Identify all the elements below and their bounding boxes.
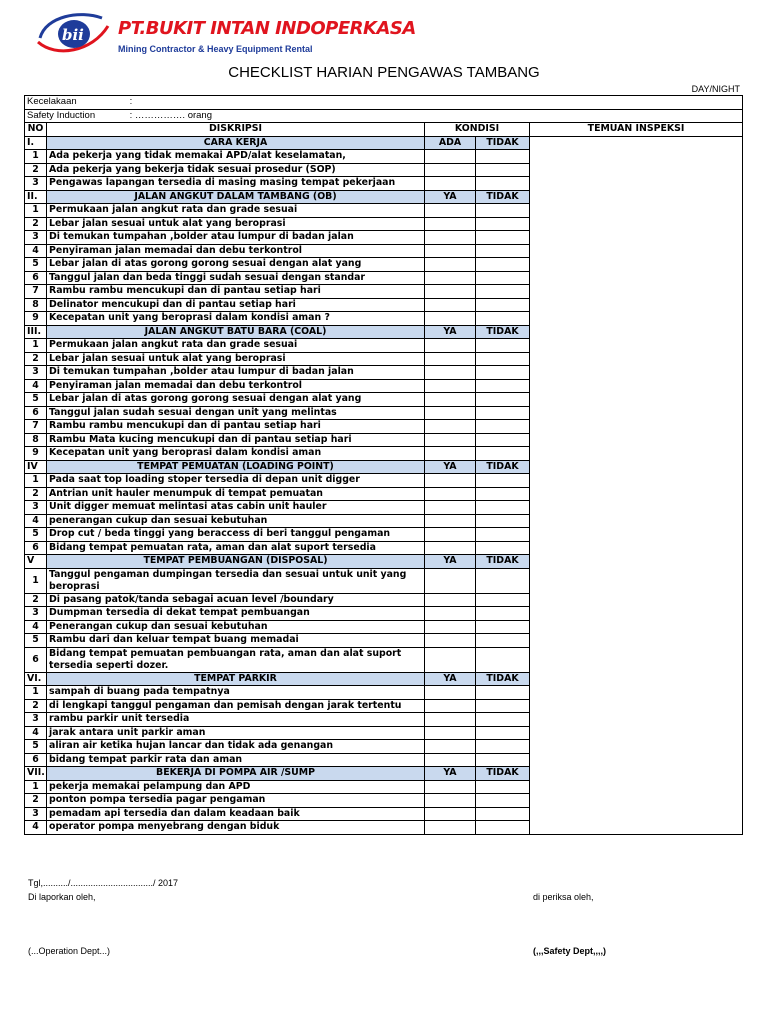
kondisi-option-1-cell[interactable]	[425, 474, 476, 488]
kondisi-option-1-cell[interactable]	[425, 298, 476, 312]
kondisi-option-1-cell[interactable]	[425, 406, 476, 420]
company-tagline: Mining Contractor & Heavy Equipment Rental	[118, 44, 313, 54]
section-option-1: YA	[425, 325, 476, 339]
item-number: 8	[25, 298, 47, 312]
kondisi-option-2-cell[interactable]	[476, 514, 530, 528]
kondisi-option-2-cell[interactable]	[476, 231, 530, 245]
item-number: 2	[25, 163, 47, 177]
item-number: 7	[25, 285, 47, 299]
kondisi-option-2-cell[interactable]	[476, 620, 530, 634]
kondisi-option-1-cell[interactable]	[425, 753, 476, 767]
item-number: 2	[25, 699, 47, 713]
item-number: 4	[25, 379, 47, 393]
section-number: VII.	[25, 767, 47, 781]
svg-text:bii: bii	[62, 26, 84, 44]
kondisi-option-1-cell[interactable]	[425, 686, 476, 700]
item-number: 3	[25, 366, 47, 380]
item-number: 1	[25, 339, 47, 353]
item-description: Pengawas lapangan tersedia di masing masing tempat pekerjaan	[47, 177, 425, 191]
item-number: 3	[25, 177, 47, 191]
kondisi-option-2-cell[interactable]	[476, 339, 530, 353]
item-number: 8	[25, 433, 47, 447]
kondisi-option-2-cell[interactable]	[476, 807, 530, 821]
item-description: Di pasang patok/tanda sebagai acuan level /boundary	[47, 593, 425, 607]
section-option-2: TIDAK	[476, 325, 530, 339]
kondisi-option-1-cell[interactable]	[425, 150, 476, 164]
kondisi-option-2-cell[interactable]	[476, 699, 530, 713]
kondisi-option-1-cell[interactable]	[425, 528, 476, 542]
info-row-kecelakaan	[25, 96, 743, 110]
kondisi-option-2-cell[interactable]	[476, 593, 530, 607]
section-number: V	[25, 555, 47, 569]
section-number: III.	[25, 325, 47, 339]
item-number: 7	[25, 420, 47, 434]
item-number: 3	[25, 231, 47, 245]
kondisi-option-2-cell[interactable]	[476, 150, 530, 164]
kondisi-option-1-cell[interactable]	[425, 352, 476, 366]
item-number: 5	[25, 740, 47, 754]
col-header-deskripsi: DISKRIPSI	[47, 123, 425, 137]
kondisi-option-2-cell[interactable]	[476, 217, 530, 231]
operation-dept-signature: (...Operation Dept...)	[28, 946, 111, 956]
kondisi-option-1-cell[interactable]	[425, 433, 476, 447]
info-row-safety	[25, 109, 743, 123]
checked-by-label: di periksa oleh,	[533, 892, 594, 902]
item-description: Tanggul jalan sudah sesuai dengan unit yang melintas	[47, 406, 425, 420]
item-number: 1	[25, 474, 47, 488]
col-header-kondisi: KONDISI	[425, 123, 530, 137]
kecelakaan-value[interactable]: :	[129, 96, 133, 108]
kondisi-option-2-cell[interactable]	[476, 298, 530, 312]
item-description: Penerangan cukup dan sesuai kebutuhan	[47, 620, 425, 634]
section-option-1: ADA	[425, 136, 476, 150]
kondisi-option-2-cell[interactable]	[476, 780, 530, 794]
item-description: Permukaan jalan angkut rata dan grade sesuai	[47, 204, 425, 218]
kondisi-option-2-cell[interactable]	[476, 647, 530, 672]
item-number: 3	[25, 713, 47, 727]
item-description: Delinator mencukupi dan di pantau setiap hari	[47, 298, 425, 312]
item-number: 4	[25, 244, 47, 258]
section-title: TEMPAT PARKIR	[47, 672, 425, 686]
section-option-2: TIDAK	[476, 136, 530, 150]
item-number: 4	[25, 620, 47, 634]
item-description: Rambu dari dan keluar tempat buang memadai	[47, 634, 425, 648]
item-description: Ada pekerja yang bekerja tidak sesuai prosedur (SOP)	[47, 163, 425, 177]
item-description: Antrian unit hauler menumpuk di tempat pemuatan	[47, 487, 425, 501]
item-number: 2	[25, 217, 47, 231]
kondisi-option-1-cell[interactable]	[425, 821, 476, 835]
kondisi-option-1-cell[interactable]	[425, 593, 476, 607]
kondisi-option-1-cell[interactable]	[425, 393, 476, 407]
section-title: BEKERJA DI POMPA AIR /SUMP	[47, 767, 425, 781]
section-option-2: TIDAK	[476, 460, 530, 474]
kondisi-option-2-cell[interactable]	[476, 204, 530, 218]
item-number: 5	[25, 393, 47, 407]
kondisi-option-2-cell[interactable]	[476, 634, 530, 648]
kondisi-option-1-cell[interactable]	[425, 514, 476, 528]
kondisi-option-1-cell[interactable]	[425, 271, 476, 285]
section-number: VI.	[25, 672, 47, 686]
item-description: Rambu Mata kucing mencukupi dan di pantau setiap hari	[47, 433, 425, 447]
item-description: Lebar jalan di atas gorong gorong sesuai dengan alat yang	[47, 393, 425, 407]
section-number: II.	[25, 190, 47, 204]
kondisi-option-1-cell[interactable]	[425, 420, 476, 434]
item-number: 9	[25, 312, 47, 326]
item-number: 4	[25, 514, 47, 528]
item-number: 1	[25, 780, 47, 794]
kondisi-option-2-cell[interactable]	[476, 568, 530, 593]
kondisi-option-1-cell[interactable]	[425, 807, 476, 821]
kondisi-option-2-cell[interactable]	[476, 501, 530, 515]
kondisi-option-2-cell[interactable]	[476, 487, 530, 501]
kondisi-option-2-cell[interactable]	[476, 258, 530, 272]
item-number: 6	[25, 271, 47, 285]
item-description: Kecepatan unit yang beroprasi dalam kondisi aman ?	[47, 312, 425, 326]
item-description: Unit digger memuat melintasi atas cabin unit hauler	[47, 501, 425, 515]
kondisi-option-1-cell[interactable]	[425, 177, 476, 191]
item-description: Kecepatan unit yang beroprasi dalam kondisi aman	[47, 447, 425, 461]
kondisi-option-1-cell[interactable]	[425, 726, 476, 740]
kondisi-option-1-cell[interactable]	[425, 794, 476, 808]
item-description: pemadam api tersedia dan dalam keadaan baik	[47, 807, 425, 821]
kondisi-option-2-cell[interactable]	[476, 393, 530, 407]
table-header	[25, 123, 743, 137]
item-number: 3	[25, 807, 47, 821]
item-number: 1	[25, 150, 47, 164]
item-description: penerangan cukup dan sesuai kebutuhan	[47, 514, 425, 528]
item-description: Bidang tempat pemuatan pembuangan rata, aman dan alat suport tersedia seperti dozer.	[47, 647, 425, 672]
kondisi-option-2-cell[interactable]	[476, 686, 530, 700]
kondisi-option-2-cell[interactable]	[476, 726, 530, 740]
kondisi-option-1-cell[interactable]	[425, 647, 476, 672]
kondisi-option-1-cell[interactable]	[425, 740, 476, 754]
section-option-1: YA	[425, 460, 476, 474]
item-number: 6	[25, 647, 47, 672]
col-header-no: NO	[25, 123, 47, 137]
item-number: 4	[25, 821, 47, 835]
section-title: JALAN ANGKUT BATU BARA (COAL)	[47, 325, 425, 339]
section-option-1: YA	[425, 190, 476, 204]
section-title: TEMPAT PEMBUANGAN (DISPOSAL)	[47, 555, 425, 569]
kondisi-option-2-cell[interactable]	[476, 794, 530, 808]
item-number: 1	[25, 204, 47, 218]
item-number: 6	[25, 406, 47, 420]
kondisi-option-1-cell[interactable]	[425, 568, 476, 593]
company-logo	[36, 8, 416, 56]
company-name: PT.BUKIT INTAN INDOPERKASA	[118, 18, 416, 39]
item-number: 4	[25, 726, 47, 740]
item-description: Penyiraman jalan memadai dan debu terkontrol	[47, 244, 425, 258]
kondisi-option-2-cell[interactable]	[476, 541, 530, 555]
section-option-2: TIDAK	[476, 190, 530, 204]
item-description: rambu parkir unit tersedia	[47, 713, 425, 727]
item-description: Ada pekerja yang tidak memakai APD/alat keselamatan,	[47, 150, 425, 164]
kondisi-option-1-cell[interactable]	[425, 285, 476, 299]
kondisi-option-2-cell[interactable]	[476, 271, 530, 285]
item-description: Bidang tempat pemuatan rata, aman dan alat suport tersedia	[47, 541, 425, 555]
item-number: 9	[25, 447, 47, 461]
kondisi-option-2-cell[interactable]	[476, 312, 530, 326]
item-description: pekerja memakai pelampung dan APD	[47, 780, 425, 794]
kondisi-option-2-cell[interactable]	[476, 379, 530, 393]
kondisi-option-1-cell[interactable]	[425, 231, 476, 245]
temuan-inspeksi-area[interactable]	[530, 136, 743, 834]
reported-by-label: Di laporkan oleh,	[28, 892, 96, 902]
kondisi-option-1-cell[interactable]	[425, 379, 476, 393]
item-description: Drop cut / beda tinggi yang beraccess di beri tanggul pengaman	[47, 528, 425, 542]
item-description: Lebar jalan sesuai untuk alat yang beroprasi	[47, 217, 425, 231]
kondisi-option-2-cell[interactable]	[476, 713, 530, 727]
item-description: Di temukan tumpahan ,bolder atau lumpur di badan jalan	[47, 366, 425, 380]
item-number: 3	[25, 607, 47, 621]
safety-dept-signature: (,,,Safety Dept,,,,)	[533, 946, 607, 956]
kondisi-option-2-cell[interactable]	[476, 607, 530, 621]
item-description: Tanggul jalan dan beda tinggi sudah sesuai dengan standar	[47, 271, 425, 285]
item-description: Permukaan jalan angkut rata dan grade sesuai	[47, 339, 425, 353]
item-number: 1	[25, 568, 47, 593]
checklist-table	[24, 95, 743, 835]
kondisi-option-2-cell[interactable]	[476, 163, 530, 177]
kondisi-option-2-cell[interactable]	[476, 740, 530, 754]
kondisi-option-2-cell[interactable]	[476, 352, 530, 366]
kondisi-option-1-cell[interactable]	[425, 487, 476, 501]
section-number: I.	[25, 136, 47, 150]
kondisi-option-1-cell[interactable]	[425, 447, 476, 461]
item-number: 6	[25, 541, 47, 555]
kondisi-option-1-cell[interactable]	[425, 163, 476, 177]
kondisi-option-1-cell[interactable]	[425, 312, 476, 326]
section-header	[25, 136, 743, 150]
item-description: Penyiraman jalan memadai dan debu terkontrol	[47, 379, 425, 393]
section-number: IV	[25, 460, 47, 474]
kondisi-option-1-cell[interactable]	[425, 339, 476, 353]
item-description: Tanggul pengaman dumpingan tersedia dan sesuai untuk unit yang beroprasi	[47, 568, 425, 593]
kondisi-option-1-cell[interactable]	[425, 780, 476, 794]
item-number: 6	[25, 753, 47, 767]
item-number: 5	[25, 528, 47, 542]
item-number: 2	[25, 794, 47, 808]
kondisi-option-2-cell[interactable]	[476, 244, 530, 258]
item-description: Lebar jalan di atas gorong gorong sesuai dengan alat yang	[47, 258, 425, 272]
kondisi-option-1-cell[interactable]	[425, 501, 476, 515]
item-number: 5	[25, 634, 47, 648]
kondisi-option-2-cell[interactable]	[476, 474, 530, 488]
item-description: Pada saat top loading stoper tersedia di depan unit digger	[47, 474, 425, 488]
kondisi-option-1-cell[interactable]	[425, 634, 476, 648]
item-description: sampah di buang pada tempatnya	[47, 686, 425, 700]
item-description: Dumpman tersedia di dekat tempat pembuangan	[47, 607, 425, 621]
section-title: TEMPAT PEMUATAN (LOADING POINT)	[47, 460, 425, 474]
item-number: 3	[25, 501, 47, 515]
kondisi-option-2-cell[interactable]	[476, 285, 530, 299]
kondisi-option-1-cell[interactable]	[425, 244, 476, 258]
safety-induction-value[interactable]: : ……………. orang	[129, 109, 212, 121]
kondisi-option-1-cell[interactable]	[425, 204, 476, 218]
kecelakaan-label: Kecelakaan	[27, 96, 77, 108]
kondisi-option-1-cell[interactable]	[425, 699, 476, 713]
item-description: jarak antara unit parkir aman	[47, 726, 425, 740]
item-number: 2	[25, 593, 47, 607]
kondisi-option-2-cell[interactable]	[476, 821, 530, 835]
bii-logo-icon	[36, 8, 116, 56]
kondisi-option-2-cell[interactable]	[476, 753, 530, 767]
report-date[interactable]: Tgl,........../................................./ 2017	[28, 878, 179, 888]
kondisi-option-1-cell[interactable]	[425, 258, 476, 272]
safety-induction-label: Safety Induction	[27, 109, 96, 121]
page-title: CHECKLIST HARIAN PENGAWAS TAMBANG	[228, 64, 540, 81]
kondisi-option-2-cell[interactable]	[476, 433, 530, 447]
col-header-temuan: TEMUAN INSPEKSI	[530, 123, 743, 137]
item-description: Lebar jalan sesuai untuk alat yang beroprasi	[47, 352, 425, 366]
item-description: ponton pompa tersedia pagar pengaman	[47, 794, 425, 808]
item-number: 5	[25, 258, 47, 272]
kondisi-option-1-cell[interactable]	[425, 620, 476, 634]
item-description: di lengkapi tanggul pengaman dan pemisah dengan jarak tertentu	[47, 699, 425, 713]
kondisi-option-2-cell[interactable]	[476, 406, 530, 420]
kondisi-option-2-cell[interactable]	[476, 528, 530, 542]
kondisi-option-2-cell[interactable]	[476, 366, 530, 380]
kondisi-option-1-cell[interactable]	[425, 217, 476, 231]
item-description: Rambu rambu mencukupi dan di pantau setiap hari	[47, 285, 425, 299]
kondisi-option-1-cell[interactable]	[425, 366, 476, 380]
section-option-2: TIDAK	[476, 555, 530, 569]
kondisi-option-2-cell[interactable]	[476, 177, 530, 191]
item-number: 2	[25, 352, 47, 366]
section-option-2: TIDAK	[476, 672, 530, 686]
section-title: CARA KERJA	[47, 136, 425, 150]
shift-label: DAY/NIGHT	[691, 84, 740, 94]
kondisi-option-1-cell[interactable]	[425, 607, 476, 621]
item-description: Di temukan tumpahan ,bolder atau lumpur di badan jalan	[47, 231, 425, 245]
section-option-1: YA	[425, 767, 476, 781]
section-option-2: TIDAK	[476, 767, 530, 781]
kondisi-option-2-cell[interactable]	[476, 447, 530, 461]
item-number: 2	[25, 487, 47, 501]
item-number: 1	[25, 686, 47, 700]
item-description: Rambu rambu mencukupi dan di pantau setiap hari	[47, 420, 425, 434]
section-option-1: YA	[425, 555, 476, 569]
kondisi-option-2-cell[interactable]	[476, 420, 530, 434]
section-title: JALAN ANGKUT DALAM TAMBANG (OB)	[47, 190, 425, 204]
item-description: bidang tempat parkir rata dan aman	[47, 753, 425, 767]
item-description: operator pompa menyebrang dengan biduk	[47, 821, 425, 835]
item-description: aliran air ketika hujan lancar dan tidak ada genangan	[47, 740, 425, 754]
section-option-1: YA	[425, 672, 476, 686]
kondisi-option-1-cell[interactable]	[425, 541, 476, 555]
kondisi-option-1-cell[interactable]	[425, 713, 476, 727]
